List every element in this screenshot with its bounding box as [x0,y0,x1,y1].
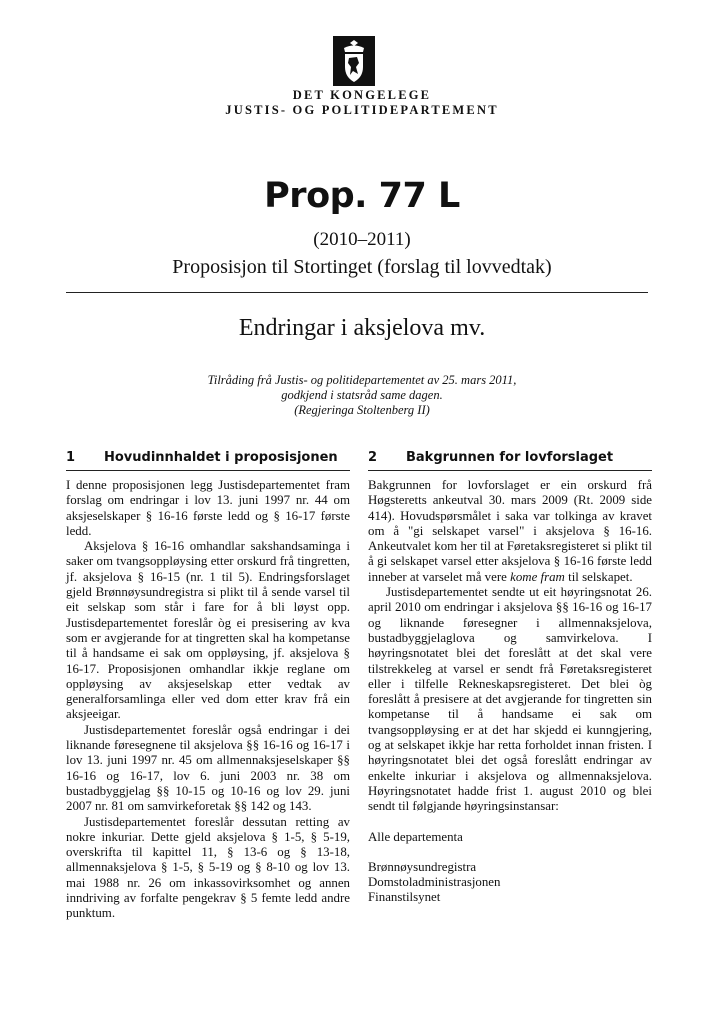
section-2-heading [368,450,652,471]
recipient-item: Brønnøysundregistra [368,859,477,874]
approval-line-3: (Regjeringa Stoltenberg II) [294,403,430,417]
section-2-title: Bakgrunnen for lovforslaget [406,450,614,465]
section-1-paragraph-4: Justisdepartementet foreslår dessutan retting av nokre inkuriar. Dette gjeld aksjelova § 1-5, § 5-19, overskrifta til kapittel 11, § 13-6 og § 13-18, allmennaksjelova § 1-5, § 5-19 og § 8-10 og lov 13. mai 1988 nr. 26 om inkassovirksomhet og annen inndriving av forfalte pengekrav § 5 femte ledd andre punktum. [66,814,350,921]
section-1-paragraph-1: I denne proposisjonen legg Justisdepartementet fram forslag om endringar i lov 13. juni 1997 nr. 44 om aksjeselskaper § 16-16 første ledd og § 16-17 første ledd. [66,478,350,538]
document-title: Endringar i aksjelova mv. [238,315,486,341]
proposition-number: Prop. 77 L [264,176,460,216]
ministry-name-line-1: DET KONGELEGE [292,88,432,102]
ministry-name-line-2: JUSTIS- OG POLITIDEPARTEMENT [225,103,499,117]
coat-of-arms-logo [333,36,375,86]
approval-line-2: godkjend i statsråd same dagen. [281,388,443,402]
section-1-number: 1 [66,450,76,465]
recipients-group: Alle departementa [368,829,463,844]
proposition-type: Proposisjon til Stortinget (forslag til lovvedtak) [172,256,552,278]
section-2-body [368,478,652,906]
section-2-p1-text: Bakgrunnen for lovforslaget er ein orskurd frå Høgsteretts ankeutval 30. mars 2009 (Rt. 2009 side 414). Hovudspørsmålet i saka var tolkinga av kravet om å "gi selskapet varsel" i aksjelova § 16-16. Ankeutvalet kom her til at Føretaksregisteret si plikt til å gi selskapet varsel etter aksjelova § 16-16 første ledd inneber at varselet må vere [368,478,652,584]
section-2-paragraph-2: Justisdepartementet sendte ut eit høyringsnotat 26. april 2010 om endringar i aksjelova §§ 16-16 og 16-17 og liknande føresegner i allmennaksjelova, bustadbyggjelaglova og samvirkelova. I høyringsnotatet blei det foreslått at det skal vere tilstrekkeleg at varsel er sendt frå Føretaksregisteret eller i tilfelle Rekneskapsregisteret. Det blei òg foreslått å presisere at det avgjerande for tingretten sin kompetanse til å handsame ei sak om tvangsoppløysing er at det har skjedd ei kunngjering, og at selskapet ikkje har retta forholdet innan fristen. I høyringsnotatet blei det også foreslått endringar av enkelte inkuriar i aksjelova og allmennaksjelova. Høyringsnotatet hadde frist 1. august 2010 og blei sendt til følgjande høyringsinstansar: [368,585,652,814]
approval-line-1: Tilråding frå Justis- og politidepartementet av 25. mars 2011, [207,373,517,387]
section-2-number: 2 [368,450,378,465]
section-2-paragraph-1 [368,478,652,585]
section-2-p1-emphasis: kome fram [510,569,565,584]
section-1-column [66,450,350,922]
section-1-heading [66,450,350,471]
section-2-p1-text-end: til selskapet. [568,569,633,584]
section-1-paragraph-3: Justisdepartementet foreslår også endringar i dei liknande føresegnene til aksjelova §§ 16-16 og 16-17 i lov 13. juni 1997 nr. 45 om allmennaksjeselskaper §§ 16-16 og 16-17, lov 6. juni 2003 nr. 38 om bustadbyggjelag §§ 10-15 og 10-16 og lov 29. juni 2007 nr. 81 om samvirkeforetak §§ 142 og 143. [66,722,350,814]
section-2-column [368,450,652,906]
divider [66,292,648,293]
recipient-item: Finanstilsynet [368,890,441,905]
section-1-paragraph-2: Aksjelova § 16-16 omhandlar sakshandsaminga i saker om tvangsoppløysing etter orskurd frå tingretten, jf. aksjelova § 16-15 (nr. 1 til 5). Endringsforslaget gjeld Brønnøysundregistra si plikt til å sende varsel til eit selskap som står i fare for å bli løyst opp. Justisdepartementet foreslår òg ei presisering av kva som er avgjerande for at tingretten skal ha kompetanse til å handsame ei sak om oppløysing, jf. aksjelova § 16-17. Proposisjonen omhandlar ikkje reglane om oppløysing av aksjeselskap etter vedtak av generalforsamlinga eller ved dom etter krav frå ein aksjeeigar. [66,539,350,722]
recipient-item: Domstoladministrasjonen [368,875,501,890]
session-years: (2010–2011) [313,229,411,250]
section-1-body [66,478,350,922]
section-1-title: Hovudinnhaldet i proposisjonen [104,450,338,465]
